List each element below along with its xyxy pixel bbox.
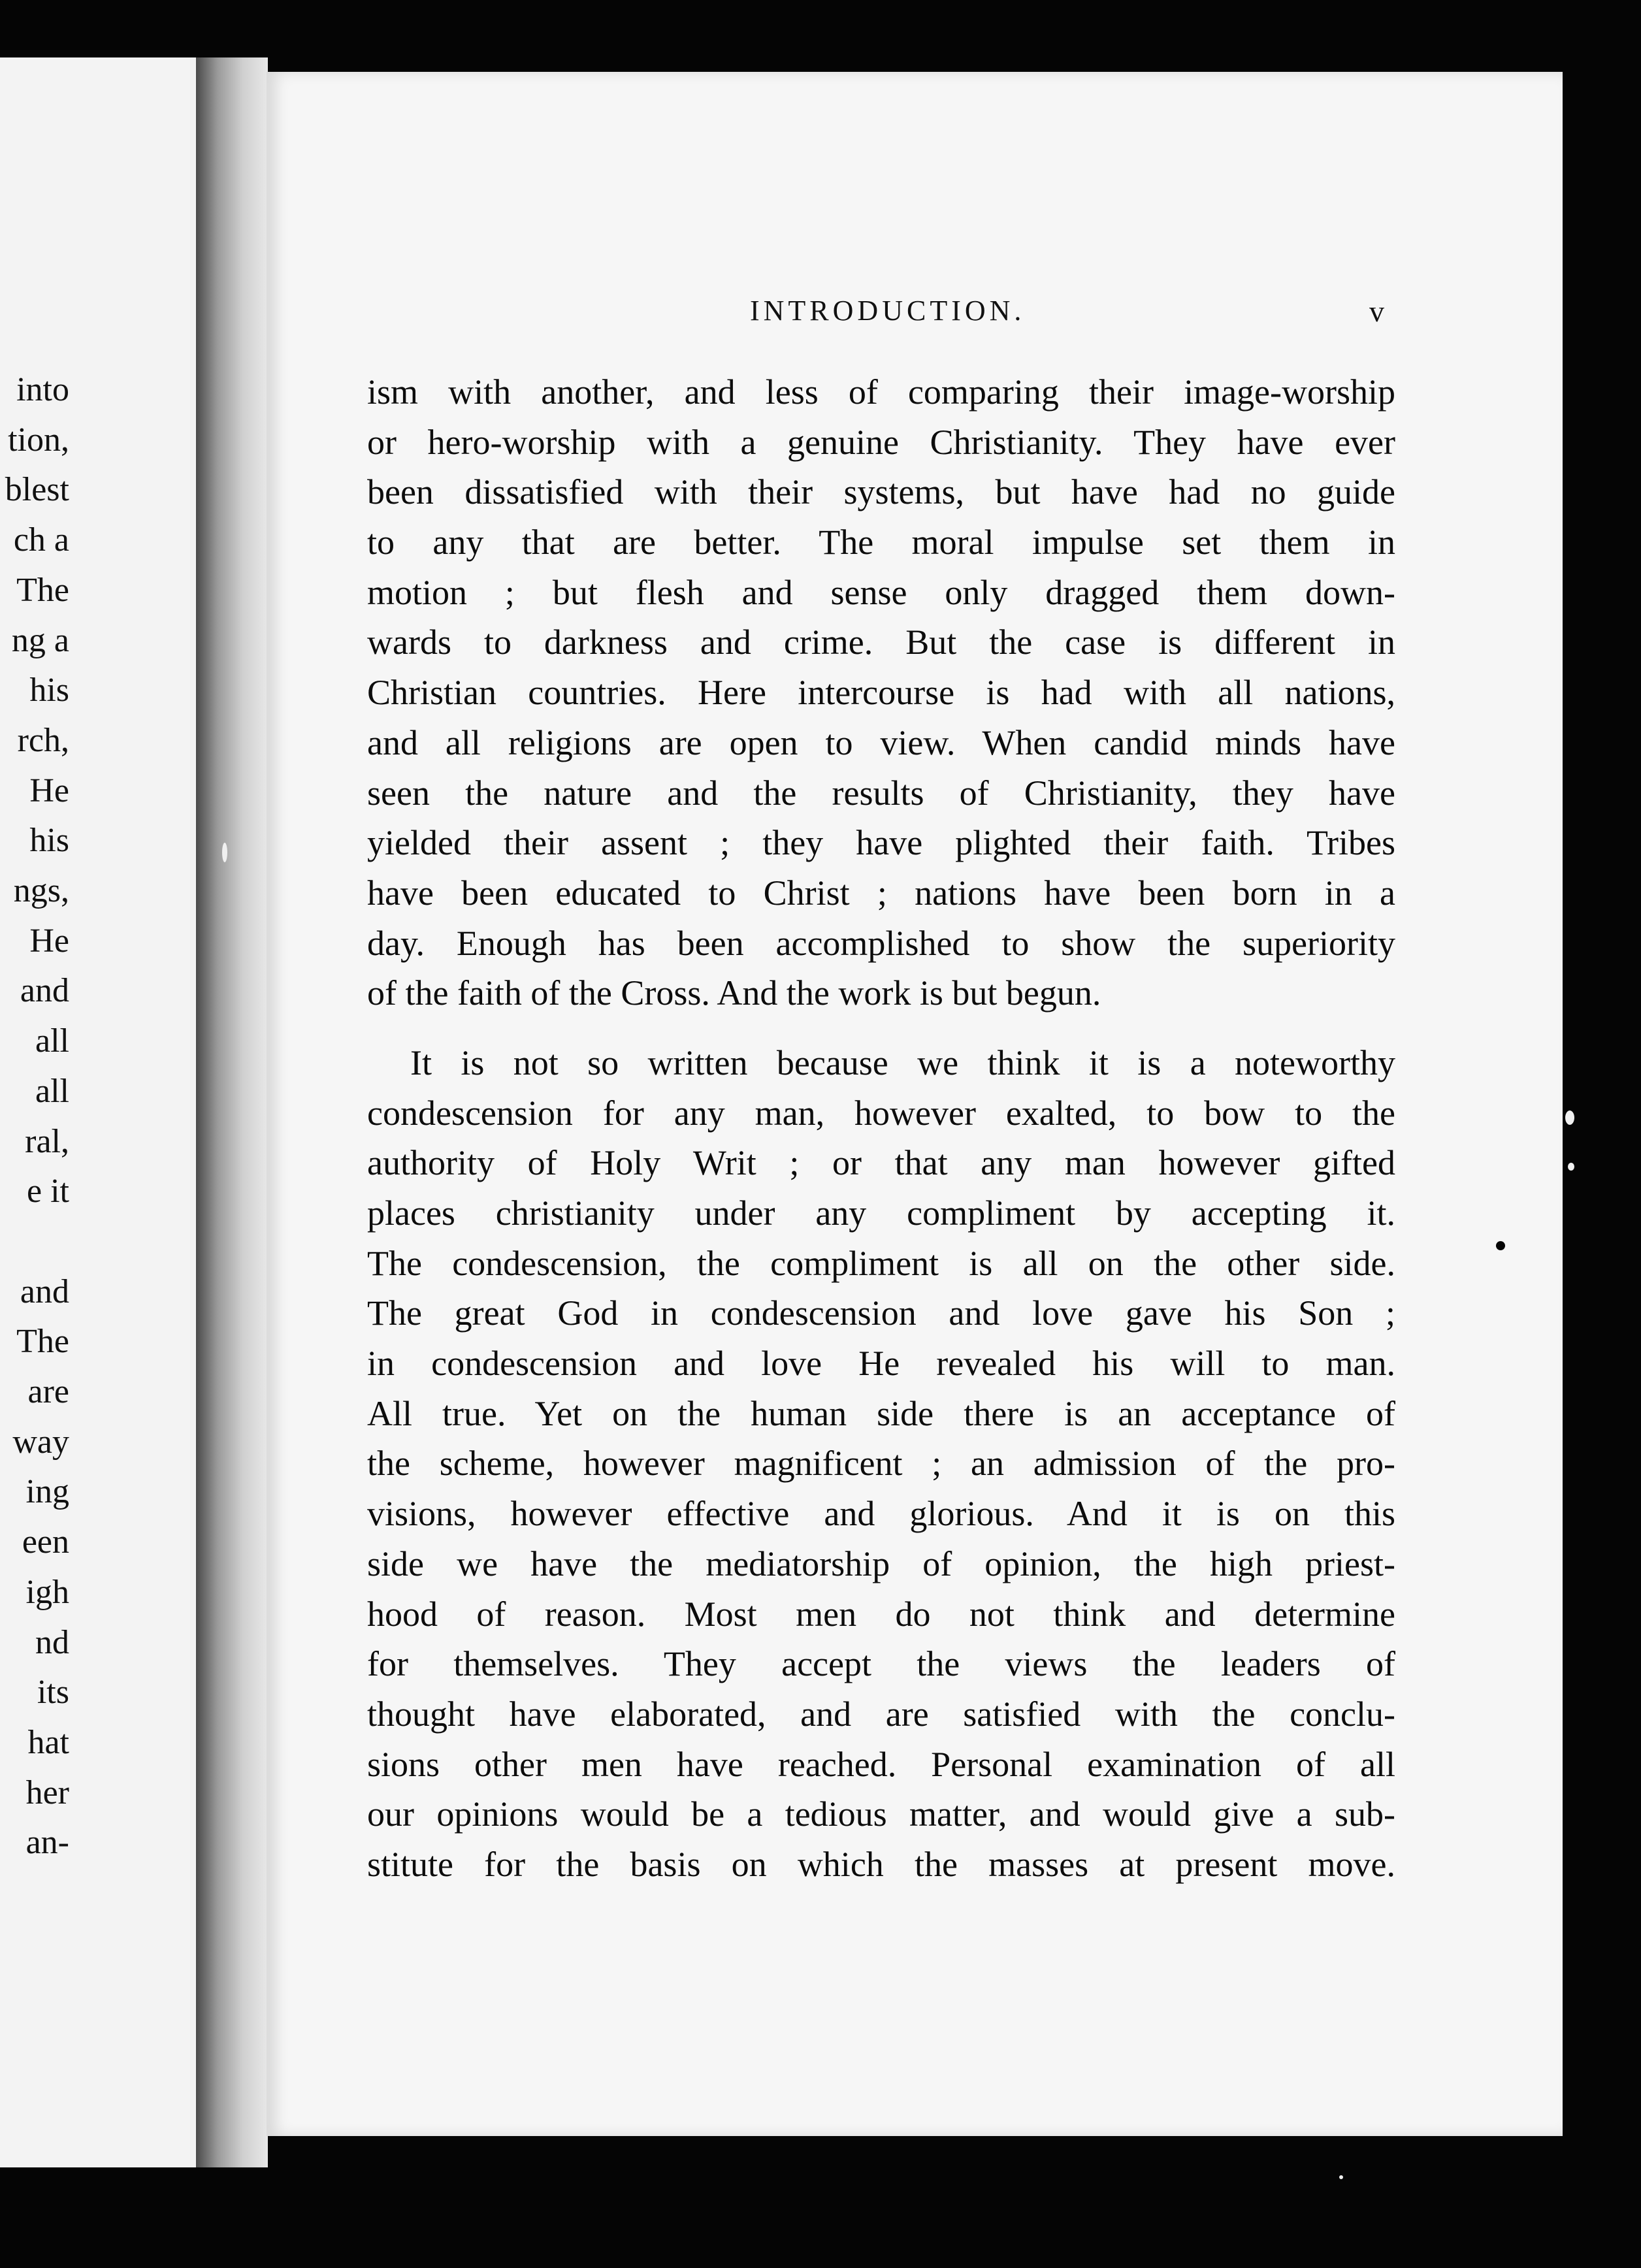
- left-page-line-fragment: all: [35, 1072, 69, 1110]
- text-line: thought have elaborated, and are satisfied with the conclu-: [367, 1694, 1395, 1734]
- text-line: All true. Yet on the human side there is an acceptance of: [367, 1393, 1395, 1433]
- paragraph-gap: [367, 1018, 1395, 1038]
- text-line: The great God in condescension and love gave his Son ;: [367, 1293, 1395, 1333]
- body-text: [367, 367, 1395, 1890]
- left-page-line-fragment: een: [22, 1523, 69, 1561]
- left-page-line-fragment: an-: [25, 1824, 69, 1862]
- text-line: our opinions would be a tedious matter, and would give a sub-: [367, 1794, 1395, 1834]
- text-line: the scheme, however magnificent ; an admission of the pro-: [367, 1444, 1395, 1483]
- left-page-line-fragment: blest: [5, 471, 69, 509]
- text-line: stitute for the basis on which the masses at present move.: [367, 1844, 1395, 1884]
- text-line: side we have the mediatorship of opinion, the high priest-: [367, 1544, 1395, 1583]
- text-line: places christianity under any compliment by accepting it.: [367, 1193, 1395, 1233]
- left-page-line-fragment: and: [20, 1272, 69, 1310]
- text-line: hood of reason. Most men do not think and determine: [367, 1594, 1395, 1634]
- left-page-line-fragment: her: [25, 1774, 69, 1811]
- left-page-line-fragment: rch,: [17, 721, 69, 759]
- left-page-line-fragment: tion,: [8, 421, 69, 459]
- left-page-line-fragment: ing: [25, 1473, 69, 1511]
- left-page-line-fragment: igh: [25, 1573, 69, 1611]
- text-line: have been educated to Christ ; nations have been born in a: [367, 873, 1395, 913]
- left-page-line-fragment: ng a: [11, 621, 69, 659]
- left-page-line-fragment: his: [29, 672, 69, 709]
- left-page-line-fragment: ngs,: [13, 872, 69, 909]
- text-line: for themselves. They accept the views the leaders of: [367, 1644, 1395, 1684]
- scan-speck: [222, 843, 227, 862]
- text-line: seen the nature and the results of Christianity, they have: [367, 773, 1395, 813]
- left-page-line-fragment: He: [29, 771, 69, 809]
- text-line: or hero-worship with a genuine Christianity. They have ever: [367, 422, 1395, 462]
- left-page-line-fragment: [0, 1219, 69, 1265]
- text-line: to any that are better. The moral impulse set them in: [367, 523, 1395, 562]
- left-page-line-fragment: hat: [27, 1723, 69, 1761]
- scan-speck: [1496, 1241, 1505, 1250]
- text-line: Christian countries. Here intercourse is had with all nations,: [367, 673, 1395, 713]
- left-page-line-fragment: way: [12, 1423, 69, 1461]
- left-page-line-fragment: ral,: [25, 1122, 69, 1160]
- text-line: authority of Holy Writ ; or that any man however gifted: [367, 1143, 1395, 1183]
- text-line: been dissatisfied with their systems, but have had no guide: [367, 472, 1395, 512]
- left-page-line-fragment: into: [16, 371, 69, 408]
- page-number: v: [1369, 295, 1384, 328]
- paragraph: [367, 367, 1395, 1018]
- left-page-line-fragment: The: [16, 1323, 69, 1361]
- text-line: ism with another, and less of comparing their image-worship: [367, 372, 1395, 412]
- scan-speck: [1339, 2175, 1343, 2179]
- left-page-line-fragment: nd: [35, 1623, 69, 1661]
- scan-speck: [1565, 1110, 1574, 1125]
- left-page-line-fragment: ch a: [13, 521, 69, 559]
- left-page-line-fragment: He: [29, 922, 69, 960]
- text-line: It is not so written because we think it is a noteworthy: [410, 1043, 1395, 1082]
- text-line: yielded their assent ; they have plighted their faith. Tribes: [367, 823, 1395, 863]
- text-line: condescension for any man, however exalted, to bow to the: [367, 1093, 1395, 1133]
- scan-speck: [1568, 1163, 1574, 1171]
- book-gutter: [196, 57, 268, 2167]
- text-line: day. Enough has been accomplished to show the superiority: [367, 923, 1395, 963]
- text-line: motion ; but flesh and sense only dragged them down-: [367, 572, 1395, 612]
- left-page-line-fragment: its: [37, 1674, 69, 1711]
- left-page-line-fragment: and: [20, 972, 69, 1010]
- left-page-line-fragment: all: [35, 1022, 69, 1060]
- text-line: and all religions are open to view. When candid minds have: [367, 722, 1395, 762]
- text-line: of the faith of the Cross. And the work is but begun.: [367, 973, 1101, 1013]
- left-page-line-fragment: his: [29, 822, 69, 860]
- running-head-title: INTRODUCTION.: [750, 295, 1026, 327]
- text-line: wards to darkness and crime. But the case is different in: [367, 623, 1395, 662]
- text-line: in condescension and love He revealed his will to man.: [367, 1344, 1395, 1384]
- text-line: sions other men have reached. Personal examination of all: [367, 1744, 1395, 1784]
- left-page-line-fragment: e it: [27, 1173, 69, 1210]
- text-line: The condescension, the compliment is all on the other side.: [367, 1243, 1395, 1283]
- book-page: [267, 72, 1563, 2136]
- previous-page-edge: [0, 57, 196, 2167]
- running-head: [267, 294, 1563, 353]
- text-line: visions, however effective and glorious. And it is on this: [367, 1494, 1395, 1534]
- left-page-line-fragment: are: [27, 1373, 69, 1410]
- paragraph: [367, 1038, 1395, 1890]
- left-page-line-fragment: The: [16, 571, 69, 609]
